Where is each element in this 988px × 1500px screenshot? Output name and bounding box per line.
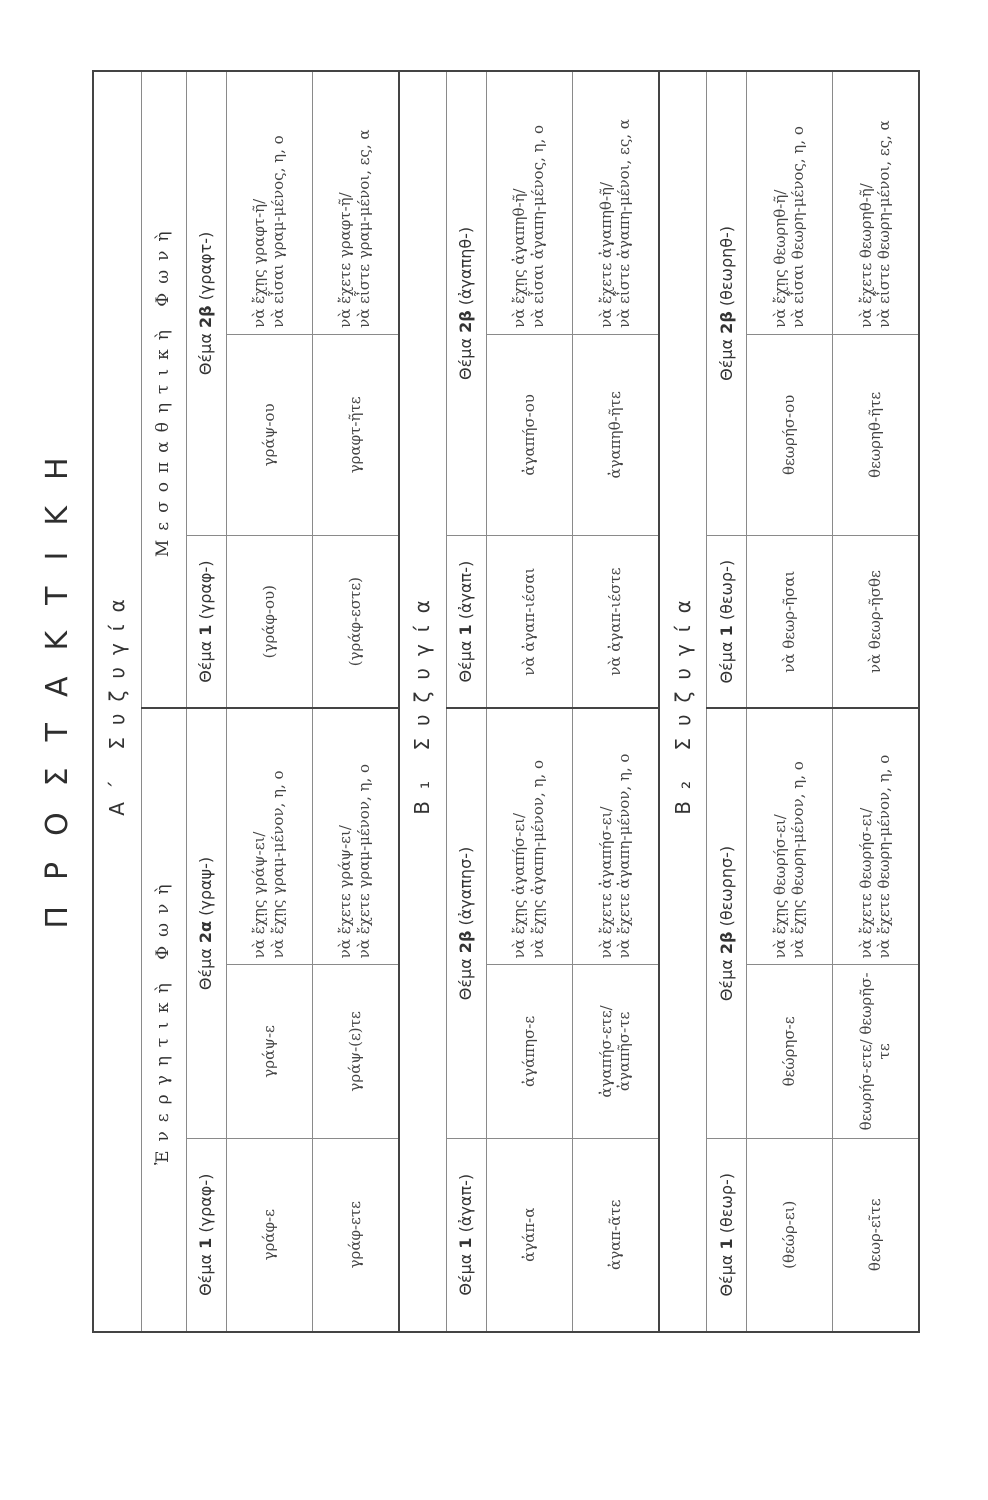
active-theme2-form: ἀγαπήσ-ετε/ ἀγαπῆσ-τε <box>572 965 659 1138</box>
theme-header-cell <box>707 535 746 708</box>
form-line: νὰ ἔχῃς θεωρηθ-ῆ/ <box>770 189 789 328</box>
theme-prefix: Θέμα <box>196 943 216 991</box>
active-theme2-form: θεώρησ-ε <box>746 965 832 1138</box>
form-line: νὰ ἔχῃς ἀγαπη-μένον, η, ο <box>529 760 548 959</box>
active-perfect-form <box>486 709 572 965</box>
active-perfect-form <box>312 709 399 965</box>
theme-header-cell <box>447 71 486 535</box>
theme-prefix: Θέμα <box>456 635 476 683</box>
form-line: νὰ εἶσαι ἀγαπη-μένος, η, ο <box>529 124 548 328</box>
theme-number: 2β <box>716 931 736 955</box>
form-line: νὰ ἔχετε ἀγαπήσ-ει/ <box>596 806 615 959</box>
table-row <box>572 71 659 1332</box>
table-row <box>486 71 572 1332</box>
theme-prefix: Θέμα <box>716 333 736 381</box>
form-line: νὰ ἔχετε γραφτ-ῆ/ <box>336 192 355 328</box>
theme-header-cell <box>187 535 226 708</box>
theme-number: 1 <box>196 1237 216 1249</box>
middle-theme1-form: νὰ θεωρ-ῆσθε <box>832 535 919 708</box>
theme-prefix: Θέμα <box>196 328 216 376</box>
middle-theme2-form: ἀγαπηθ-ῆτε <box>572 334 659 535</box>
theme-prefix: Θέμα <box>716 636 736 684</box>
theme-number: 1 <box>716 1238 736 1250</box>
form-line: νὰ ἔχετε ἀγαπηθ-ῆ/ <box>596 181 615 328</box>
middle-theme1-form: νὰ θεωρ-ῆσαι <box>746 535 832 708</box>
middle-theme1-form: νὰ ἀγαπ-ιέστε <box>572 535 659 708</box>
form-line: νὰ ἔχῃς θεωρη-μένον, η, ο <box>789 761 808 959</box>
middle-perfect-form <box>486 71 572 334</box>
page-title: ΠΡΟΣΤΑΚΤΙΚΗ <box>40 431 75 929</box>
theme-header-cell <box>707 71 746 535</box>
table-row <box>226 71 312 1332</box>
theme-header-row <box>447 71 486 1332</box>
active-voice-label: Ἐνεργητικὴ Φωνὴ <box>141 709 187 1333</box>
theme-stem: (ἀγαπ-) <box>456 1173 476 1238</box>
form-line: νὰ ἔχετε γράψ-ει/ <box>336 825 355 959</box>
active-perfect-form <box>746 709 832 965</box>
active-theme2-form: θεωρήσ-ετε/ θεωρῆσ-τε <box>832 965 919 1138</box>
active-perfect-form <box>572 709 659 965</box>
theme-stem: (θεωρηθ-) <box>716 225 736 312</box>
theme-number: 2β <box>716 311 736 334</box>
theme-number: 2β <box>456 310 476 333</box>
middle-theme2-form: θεωρήσ-ου <box>746 334 832 535</box>
theme-stem: (θεωρησ-) <box>716 845 736 932</box>
theme-number: 1 <box>196 624 216 636</box>
conjugation-title: Α΄ Συζυγία <box>93 71 141 1332</box>
theme-stem: (γραφτ-) <box>196 231 216 306</box>
middle-theme2-form: ἀγαπήσ-ου <box>486 334 572 535</box>
theme-header-cell <box>187 709 226 1139</box>
conjugation-header-row <box>399 71 447 1332</box>
middle-perfect-form <box>572 71 659 334</box>
theme-stem: (γραφ-) <box>196 1173 216 1238</box>
active-theme1-form: γράφ-ετε <box>312 1138 399 1332</box>
theme-stem: (ἀγαπηθ-) <box>456 226 476 311</box>
form-line: νὰ εἶστε θεωρη-μένοι, ες, α <box>875 120 894 328</box>
form-line: νὰ ἔχετε γραμ-μένον, η, ο <box>355 763 374 959</box>
table-row <box>746 71 832 1332</box>
form-line: νὰ ἔχῃς ἀγαπήσ-ει/ <box>510 812 529 959</box>
conjugation-title: Β₂ Συζυγία <box>659 71 707 1332</box>
active-theme1-form: ἀγάπ-α <box>486 1138 572 1332</box>
active-theme2-form: ἀγάπησ-ε <box>486 965 572 1138</box>
form-line: νὰ ἔχῃς γράψ-ει/ <box>250 831 269 959</box>
middle-theme1-form: (γράφ-ου) <box>226 535 312 708</box>
middle-perfect-form <box>746 71 832 334</box>
table-row <box>832 71 919 1332</box>
conjugation-header-row <box>659 71 707 1332</box>
form-line: νὰ εἶσαι γραμ-μένος, η, ο <box>269 135 288 328</box>
voice-header-row <box>141 71 187 1332</box>
middle-perfect-form <box>226 71 312 334</box>
theme-header-cell <box>707 1138 746 1332</box>
theme-prefix: Θέμα <box>716 954 736 1002</box>
form-line: νὰ ἔχετε θεωρη-μένον, η, ο <box>875 754 894 959</box>
theme-header-row <box>707 71 746 1332</box>
theme-prefix: Θέμα <box>196 1248 216 1296</box>
theme-stem: (ἀγαπησ-) <box>456 846 476 931</box>
theme-stem: (θεωρ-) <box>716 1172 736 1239</box>
form-line: νὰ ἔχῃς γραφτ-ῆ/ <box>250 198 269 328</box>
middle-perfect-form <box>312 71 399 334</box>
theme-number: 2α <box>196 920 216 944</box>
theme-header-cell <box>187 1138 226 1332</box>
form-line: νὰ εἶσαι θεωρη-μένος, η, ο <box>789 126 808 328</box>
theme-prefix: Θέμα <box>716 1249 736 1297</box>
theme-stem: (γραψ-) <box>196 856 216 921</box>
theme-prefix: Θέμα <box>456 1248 476 1296</box>
conjugation-header-row <box>93 71 141 1332</box>
middle-theme2-form: θεωρηθ-ῆτε <box>832 334 919 535</box>
active-theme1-form: ἀγαπ-ᾶτε <box>572 1138 659 1332</box>
theme-stem: (γραφ-) <box>196 560 216 625</box>
theme-number: 1 <box>456 624 476 636</box>
middle-theme1-form: (γράφ-εστε) <box>312 535 399 708</box>
theme-header-cell <box>447 1138 486 1332</box>
theme-number: 1 <box>716 625 736 637</box>
form-line: νὰ ἔχῃς ἀγαπηθ-ῆ/ <box>510 188 529 328</box>
theme-header-cell <box>187 71 226 535</box>
theme-header-cell <box>447 709 486 1139</box>
theme-prefix: Θέμα <box>456 953 476 1001</box>
active-theme2-form: γράψ-(ε)τε <box>312 965 399 1138</box>
middle-passive-voice-label: Μεσοπαθητικὴ Φωνὴ <box>141 71 187 709</box>
table-row <box>312 71 399 1332</box>
theme-prefix: Θέμα <box>456 332 476 380</box>
conjugation-title: Β₁ Συζυγία <box>399 71 447 1332</box>
middle-theme2-form: γράψ-ου <box>226 334 312 535</box>
theme-prefix: Θέμα <box>196 635 216 683</box>
active-theme1-form: (θεώρ-ει) <box>746 1138 832 1332</box>
middle-theme1-form: νὰ ἀγαπ-ιέσαι <box>486 535 572 708</box>
active-perfect-form <box>832 709 919 965</box>
form-line: νὰ ἔχετε θεωρήσ-ει/ <box>856 807 875 959</box>
form-line: νὰ ἔχετε θεωρηθ-ῆ/ <box>856 183 875 328</box>
theme-stem: (ἀγαπ-) <box>456 560 476 625</box>
theme-header-cell <box>447 535 486 708</box>
form-line: νὰ εἶστε γραμ-μένοι, ες, α <box>355 129 374 328</box>
theme-number: 2β <box>456 930 476 954</box>
theme-number: 1 <box>456 1237 476 1249</box>
active-perfect-form <box>226 709 312 965</box>
active-theme2-form: γράψ-ε <box>226 965 312 1138</box>
middle-theme2-form: γραφτ-ῆτε <box>312 334 399 535</box>
middle-perfect-form <box>832 71 919 334</box>
form-line: νὰ εἶστε ἀγαπη-μένοι, ες, α <box>615 119 634 328</box>
form-line: νὰ ἔχῃς γραμ-μένον, η, ο <box>269 770 288 959</box>
theme-header-row <box>187 71 226 1332</box>
conjugation-table <box>92 70 920 1333</box>
theme-stem: (θεωρ-) <box>716 559 736 626</box>
theme-header-cell <box>707 709 746 1139</box>
active-theme1-form: γράφ-ε <box>226 1138 312 1332</box>
form-line: νὰ ἔχῃς θεωρήσ-ει/ <box>770 814 789 959</box>
theme-number: 2β <box>196 305 216 329</box>
active-theme1-form: θεωρ-εῖτε <box>832 1138 919 1332</box>
form-line: νὰ ἔχετε ἀγαπη-μένον, η, ο <box>615 753 634 959</box>
